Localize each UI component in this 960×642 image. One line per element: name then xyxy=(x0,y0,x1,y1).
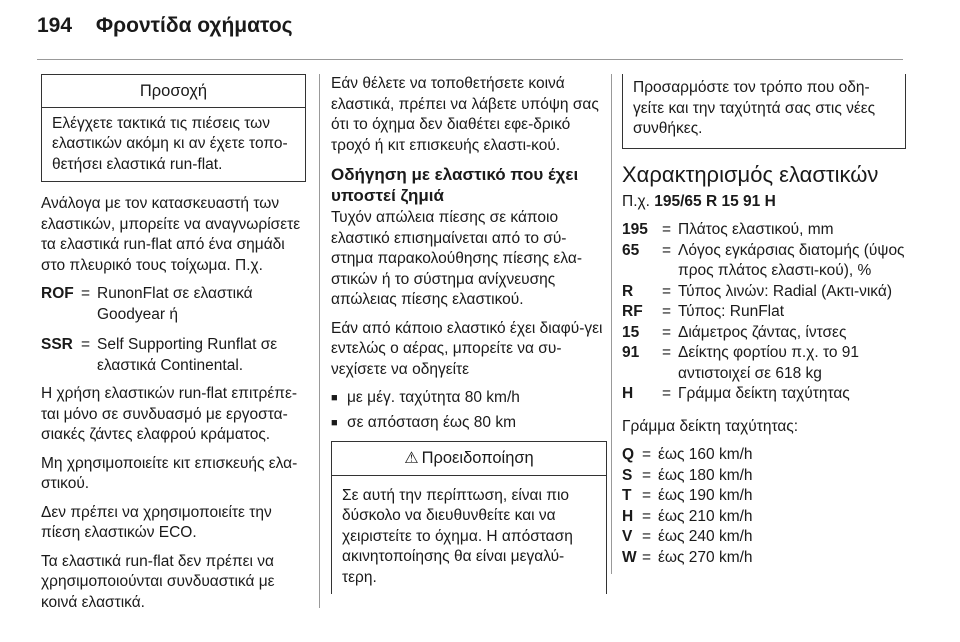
list-item: ■ σε απόσταση έως 80 km xyxy=(331,413,607,434)
caution-title: Προσοχή xyxy=(42,75,305,108)
def-key: 15 xyxy=(622,323,640,341)
def-key: 195 xyxy=(622,221,648,238)
paragraph: Εάν από κάποιο ελαστικό έχει διαφύ-γει εντελώς ο αέρας, μπορείτε να συ-νεχίσετε να οδηγείτε xyxy=(331,319,603,378)
def-eq: = xyxy=(642,466,652,484)
speed-index-intro: Γράμμα δείκτη ταχύτητας: xyxy=(622,417,799,435)
warning-continuation-text: Προσαρμόστε τον τρόπο που οδη-γείτε και την ταχύτητά σας στις νέες συνθήκες. xyxy=(633,79,876,137)
warning-header xyxy=(332,442,606,476)
def-value: έως 190 km/h xyxy=(658,487,753,504)
def-eq: = xyxy=(81,285,91,302)
def-value: έως 180 km/h xyxy=(658,466,753,484)
def-value: RunonFlat σε ελαστικά Goodyear ή xyxy=(97,285,253,323)
caution-text: Ελέγχετε τακτικά τις πιέσεις των ελαστικών ακόμη κι αν έχετε τοπο-θετήσει ελαστικά run-flat. xyxy=(52,114,288,173)
example-line xyxy=(622,192,906,213)
def-value: έως 270 km/h xyxy=(658,548,753,566)
paragraph: Τα ελαστικά run-flat δεν πρέπει να χρησιμοποιούνται συνδυαστικά με κοινά ελαστικά. xyxy=(41,552,275,611)
section-title: Χαρακτηρισμός ελαστικών xyxy=(622,161,879,187)
def-eq: = xyxy=(662,385,672,402)
page-number: 194 xyxy=(37,14,73,37)
def-key: T xyxy=(622,487,632,504)
def-key: 65 xyxy=(622,241,640,259)
def-eq: = xyxy=(662,323,672,341)
def-value: έως 210 km/h xyxy=(658,507,753,525)
def-key: W xyxy=(622,548,637,566)
column-1 xyxy=(41,74,306,621)
def-eq: = xyxy=(81,336,91,353)
header-rule xyxy=(37,59,903,60)
def-value: Self Supporting Runflat σε ελαστικά Continental. xyxy=(97,336,278,374)
page-title: Φροντίδα οχήματος xyxy=(95,14,293,37)
column-divider-1 xyxy=(319,74,320,608)
def-key: 91 xyxy=(622,344,640,361)
paragraph: Ανάλογα με τον κατασκευαστή των ελαστικών, μπορείτε να αναγνωρίσετε τα ελαστικά run-flat από ένα σημάδι στο πλευρικό τους τοίχωμα. Π.χ. xyxy=(41,195,301,274)
bullet-icon: ■ xyxy=(331,392,338,404)
def-value: Τύπος: RunFlat xyxy=(678,303,785,320)
column-2 xyxy=(331,74,607,606)
def-eq: = xyxy=(662,303,672,320)
def-value: Γράμμα δείκτη ταχύτητας xyxy=(678,385,850,402)
def-eq: = xyxy=(662,344,672,361)
def-eq: = xyxy=(662,282,672,300)
warning-triangle-icon: ⚠ xyxy=(404,450,419,467)
def-value: Τύπος λινών: Radial (Ακτι-νικά) xyxy=(678,282,892,300)
def-key: H xyxy=(622,507,634,525)
example-code: 195/65 R 15 91 H xyxy=(654,192,776,210)
paragraph: Δεν πρέπει να χρησιμοποιείτε την πίεση ελαστικών ECO. xyxy=(41,503,272,541)
paragraph: Εάν θέλετε να τοποθετήσετε κοινά ελαστικά, πρέπει να λάβετε υπόψη σας ότι το όχημα δεν διαθέτει εφε-δρικό τροχό ή κιτ επισκευής ελαστι-κού. xyxy=(331,75,599,154)
def-eq: = xyxy=(642,487,652,504)
example-prefix: Π.χ. xyxy=(622,192,650,210)
warning-continuation-box xyxy=(622,74,906,149)
def-value: Διάμετρος ζάντας, ίντσες xyxy=(678,323,847,341)
def-key: SSR xyxy=(41,336,73,353)
list-item: ■ με μέγ. ταχύτητα 80 km/h xyxy=(331,388,607,409)
warning-title: Προειδοποίηση xyxy=(421,449,534,467)
speed-index-list xyxy=(622,445,906,568)
def-key: R xyxy=(622,282,634,300)
def-eq: = xyxy=(642,548,652,566)
def-key: H xyxy=(622,385,634,402)
def-key: ROF xyxy=(41,285,74,302)
def-value: έως 240 km/h xyxy=(658,528,753,545)
def-value: Δείκτης φορτίου π.χ. το 91 αντιστοιχεί σε 618 kg xyxy=(678,344,860,382)
def-value: έως 160 km/h xyxy=(658,446,753,463)
column-3 xyxy=(622,74,906,576)
bullet-icon: ■ xyxy=(331,416,338,429)
section-subheading: Οδήγηση με ελαστικό που έχει υποστεί ζημιά xyxy=(331,165,579,205)
column-divider-2 xyxy=(611,74,612,574)
caution-box xyxy=(41,74,306,182)
paragraph: Τυχόν απώλεια πίεσης σε κάποιο ελαστικό επισημαίνεται από το σύ-στημα παρακολούθησης πίεσης ελα-στικών ή το σύστημα ανίχνευσης απώλειας πίεσης ελαστικού. xyxy=(331,209,582,308)
tire-marking-list xyxy=(622,220,906,405)
def-eq: = xyxy=(642,507,652,525)
def-eq: = xyxy=(662,221,672,238)
runflat-marking-list xyxy=(41,284,306,376)
warning-box xyxy=(331,441,607,594)
warning-text: Σε αυτή την περίπτωση, είναι πιο δύσκολο να διευθυνθείτε και να χειριστείτε το όχημα. Η απόσταση ακινητοποίησης θα είναι μεγαλύ-τερη. xyxy=(342,486,573,586)
def-eq: = xyxy=(642,446,652,463)
def-key: V xyxy=(622,528,633,545)
def-key: Q xyxy=(622,446,635,463)
paragraph: Μη χρησιμοποιείτε κιτ επισκευής ελα-στικού. xyxy=(41,454,298,492)
def-value: Πλάτος ελαστικού, mm xyxy=(678,221,834,238)
page-header xyxy=(37,14,293,38)
def-eq: = xyxy=(662,241,672,259)
def-key: S xyxy=(622,466,633,484)
def-eq: = xyxy=(642,528,652,545)
def-value: Λόγος εγκάρσιας διατομής (ύψος προς πλάτος ελαστι-κού), % xyxy=(678,241,905,279)
paragraph: Η χρήση ελαστικών run-flat επιτρέπε-ται μόνο σε συνδυασμό με εργοστα-σιακές ζάντες ελαφρού κράματος. xyxy=(41,385,298,443)
def-key: RF xyxy=(622,303,643,320)
